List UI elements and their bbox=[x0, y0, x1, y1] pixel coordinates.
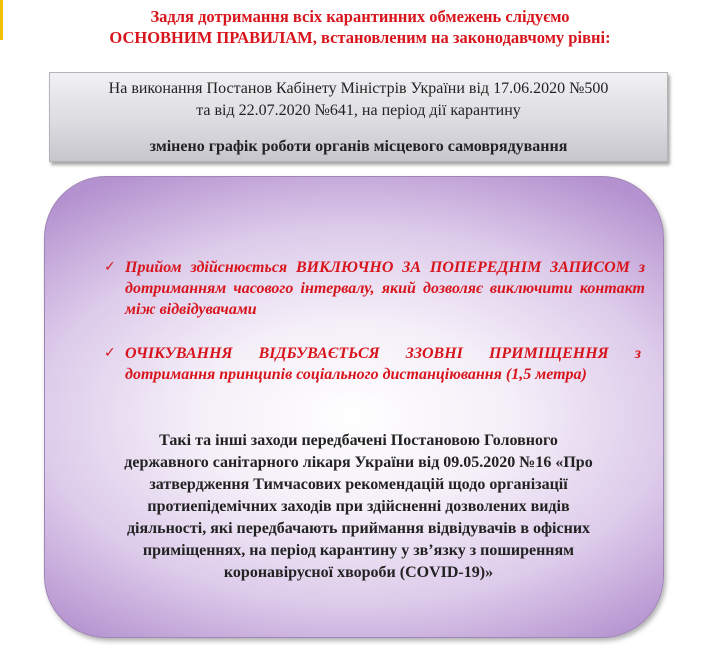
header-line-2: ОСНОВНИМ ПРАВИЛАМ, встановленим на законодавчому рівні: bbox=[109, 28, 611, 47]
header-line-1: Задля дотримання всіх карантинних обмежень слідуємо bbox=[150, 7, 570, 26]
resolution-info-box bbox=[49, 72, 668, 162]
closing-line: коронавірусної хвороби (COVID-19)» bbox=[223, 564, 494, 581]
checkmark-icon: ✓ bbox=[104, 345, 116, 361]
closing-line: затвердження Тимчасових рекомендацій щодо організації bbox=[149, 476, 568, 493]
closing-line: державного санітарного лікаря України від 09.05.2020 №16 «Про bbox=[124, 454, 593, 471]
info-schedule-changed: змінено графік роботи органів місцевого самоврядування bbox=[149, 138, 568, 155]
left-accent-line bbox=[0, 0, 3, 40]
rule-item-appointment bbox=[104, 257, 645, 320]
closing-line: приміщеннях, на період карантину у зв’язку з поширенням bbox=[142, 542, 575, 559]
info-line-1: На виконання Постанов Кабінету Міністрів України від 17.06.2020 №500 bbox=[108, 80, 609, 97]
closing-line: діяльності, які передбачають приймання відвідувачів в офісних bbox=[126, 520, 591, 537]
rule-text: Прийом здійснюється ВИКЛЮЧНО ЗА ПОПЕРЕДНІМ ЗАПИСОМ з дотриманням часового інтервалу, який дозволяє виключити контакт між відвідувачами bbox=[125, 259, 645, 318]
closing-line: Такі та інші заходи передбачені Постановою Головного bbox=[159, 432, 558, 449]
rule-text: ОЧІКУВАННЯ ВІДБУВАЄТЬСЯ ЗЗОВНІ ПРИМІЩЕННЯ з дотримання принципів соціального дистанціювання (1,5 метра) bbox=[125, 345, 641, 383]
page-header bbox=[60, 6, 660, 48]
checkmark-icon: ✓ bbox=[104, 259, 116, 275]
closing-statement bbox=[70, 430, 647, 584]
rule-item-waiting-outside bbox=[104, 343, 641, 385]
info-line-2: та від 22.07.2020 №641, на період дії карантину bbox=[196, 102, 521, 119]
closing-line: протиепідемічних заходів при здійсненні дозволених видів bbox=[147, 498, 570, 515]
